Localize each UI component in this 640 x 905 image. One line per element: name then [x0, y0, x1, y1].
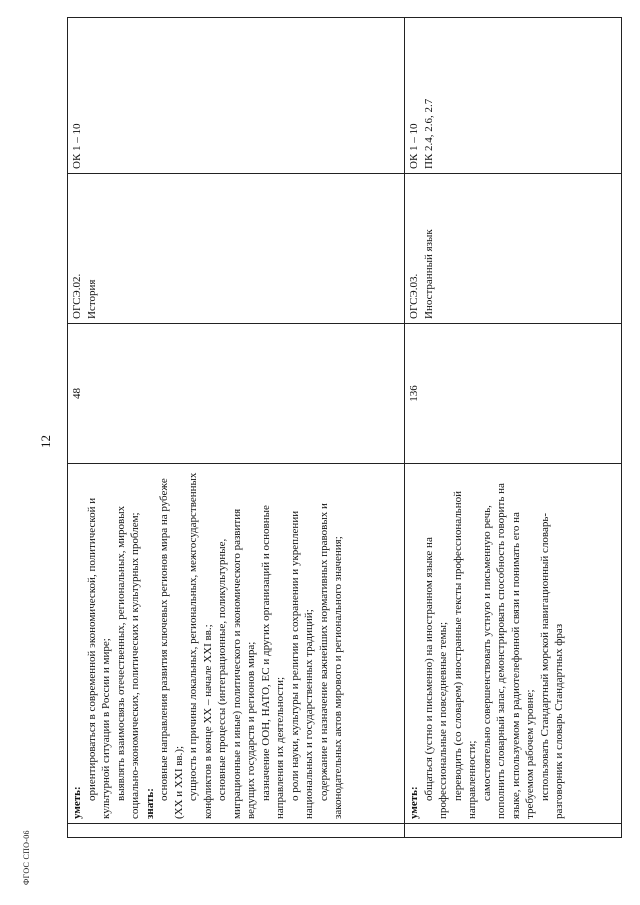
discipline-code: ОГСЭ.03. [408, 273, 420, 319]
hours-cell: 48 [68, 324, 405, 464]
discipline-cell [405, 174, 622, 324]
knowledge-item: основные процессы (интеграционные, поликультурные, миграционные и иные) политического и экономического развития ведущих государств и регионов мира; [216, 508, 258, 819]
skill-item: использовать Стандартный морской навигационный словарь-разговорник и словарь Стандартных фраз [538, 512, 566, 819]
discipline-code: ОГСЭ.02. [71, 273, 83, 319]
footer-mark: ФГОС СПО-06 [22, 830, 31, 885]
discipline-title: Иностранный язык [422, 229, 435, 319]
skill-item: переводить (со словарем) иностранные тексты профессиональной направленности; [451, 491, 479, 819]
knowledge-label: знать: [143, 788, 156, 819]
skill-item: самостоятельно совершенствовать устную и письменную речь, пополнить словарный запас, демонстрировать способность говорить на языке, используемом в радиотелефонной связи и понимать его на требуемом рабочем уровне; [480, 483, 537, 819]
margin-cell [68, 824, 405, 838]
discipline-title: История [85, 279, 98, 319]
knowledge-item: о роли науки, культуры и религии в сохранении и укреплении национальных и государственных традиций; [288, 510, 316, 819]
curriculum-table-wrapper [67, 18, 622, 838]
skills-label: уметь: [408, 786, 420, 819]
margin-cell [405, 824, 622, 838]
page-number: 12 [38, 435, 53, 448]
knowledge-item: содержание и назначение важнейших нормативных правовых и законодательных актов мирового и регионального значения; [317, 503, 345, 819]
competencies-text-2: ПК 2.4, 2.6, 2.7 [422, 98, 435, 169]
skill-item: ориентироваться в современной экономической, политической и культурной ситуации в России и мире; [85, 497, 113, 819]
skills-label: уметь: [71, 786, 83, 819]
requirements-cell [405, 464, 622, 824]
table-row [68, 18, 405, 838]
competencies-cell [405, 18, 622, 174]
competencies-cell [68, 18, 405, 174]
knowledge-item: сущность и причины локальных, региональных, межгосударственных конфликтов в конце XX – начале XXI вв.; [187, 472, 214, 819]
curriculum-table [67, 17, 622, 838]
requirements-cell [68, 464, 405, 824]
table-row [405, 18, 622, 838]
hours-cell: 136 [405, 324, 622, 464]
knowledge-item: основные направления развития ключевых регионов мира на рубеже (XX и XXI вв.); [158, 478, 185, 819]
discipline-cell [68, 174, 405, 324]
skill-item: общаться (устно и письменно) на иностранном языке на профессиональные и повседневные темы; [422, 537, 450, 819]
competencies-text: ОК 1 – 10 [408, 123, 420, 169]
knowledge-item: назначение ООН, НАТО, ЕС и других организаций и основные направления их деятельности; [259, 505, 287, 819]
skill-item: выявлять взаимосвязь отечественных, региональных, мировых социально-экономических, политических и культурных проблем; [114, 505, 142, 819]
competencies-text: ОК 1 – 10 [71, 123, 83, 169]
